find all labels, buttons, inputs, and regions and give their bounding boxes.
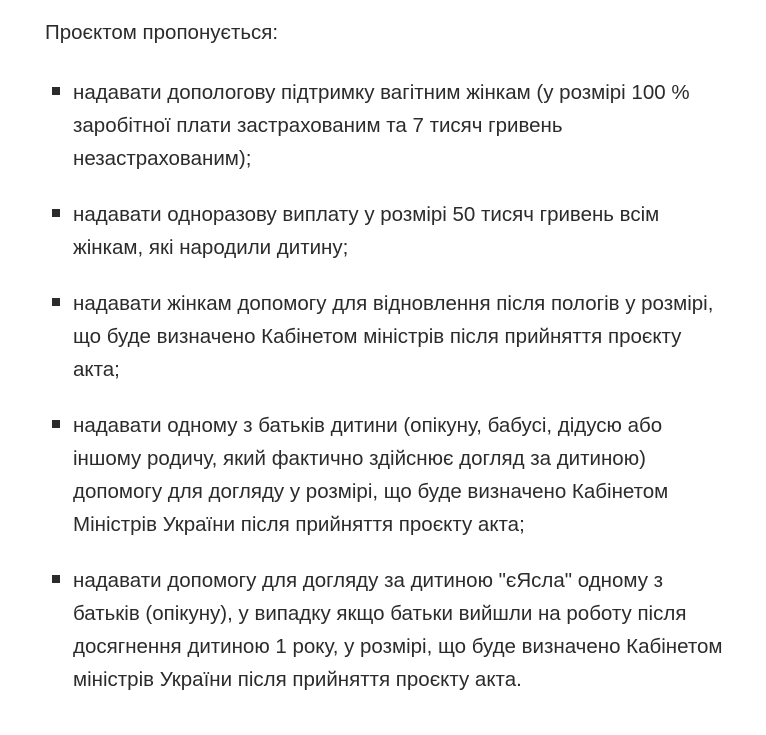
intro-text: Проєктом пропонується: [45, 21, 279, 44]
list-item-text: надавати одноразову виплату у розмірі 50 тисяч гривень всім жінкам, які народили дитину; [73, 203, 660, 259]
square-bullet-icon [52, 575, 60, 583]
list-item [0, 409, 766, 541]
square-bullet-icon [52, 298, 60, 306]
list-item [0, 287, 766, 386]
list-item [0, 198, 766, 264]
list-item-text: надавати жінкам допомогу для відновлення після пологів у розмірі, що буде визначено Кабінетом міністрів після прийняття проєкту акта; [73, 292, 714, 381]
square-bullet-icon [52, 87, 60, 95]
list-item [0, 76, 766, 175]
list-item-text: надавати допологову підтримку вагітним жінкам (у розмірі 100 % заробітної плати застрахованим та 7 тисяч гривень незастрахованим); [73, 81, 690, 170]
list-item [0, 564, 766, 696]
list-item-text: надавати допомогу для догляду за дитиною "єЯсла" одному з батьків (опікуну), у випадку якщо батьки вийшли на роботу після досягнення дитиною 1 року, у розмірі, що буде визначено Кабінетом міністрів України після прийняття проєкту акта. [73, 569, 723, 691]
square-bullet-icon [52, 420, 60, 428]
list-item-text: надавати одному з батьків дитини (опікуну, бабусі, дідусю або іншому родичу, який фактично здійснює догляд за дитиною) допомогу для догляду у розмірі, що буде визначено Кабінетом Міністрів України після прийняття проєкту акта; [73, 414, 669, 536]
square-bullet-icon [52, 209, 60, 217]
proposal-list [0, 76, 766, 719]
